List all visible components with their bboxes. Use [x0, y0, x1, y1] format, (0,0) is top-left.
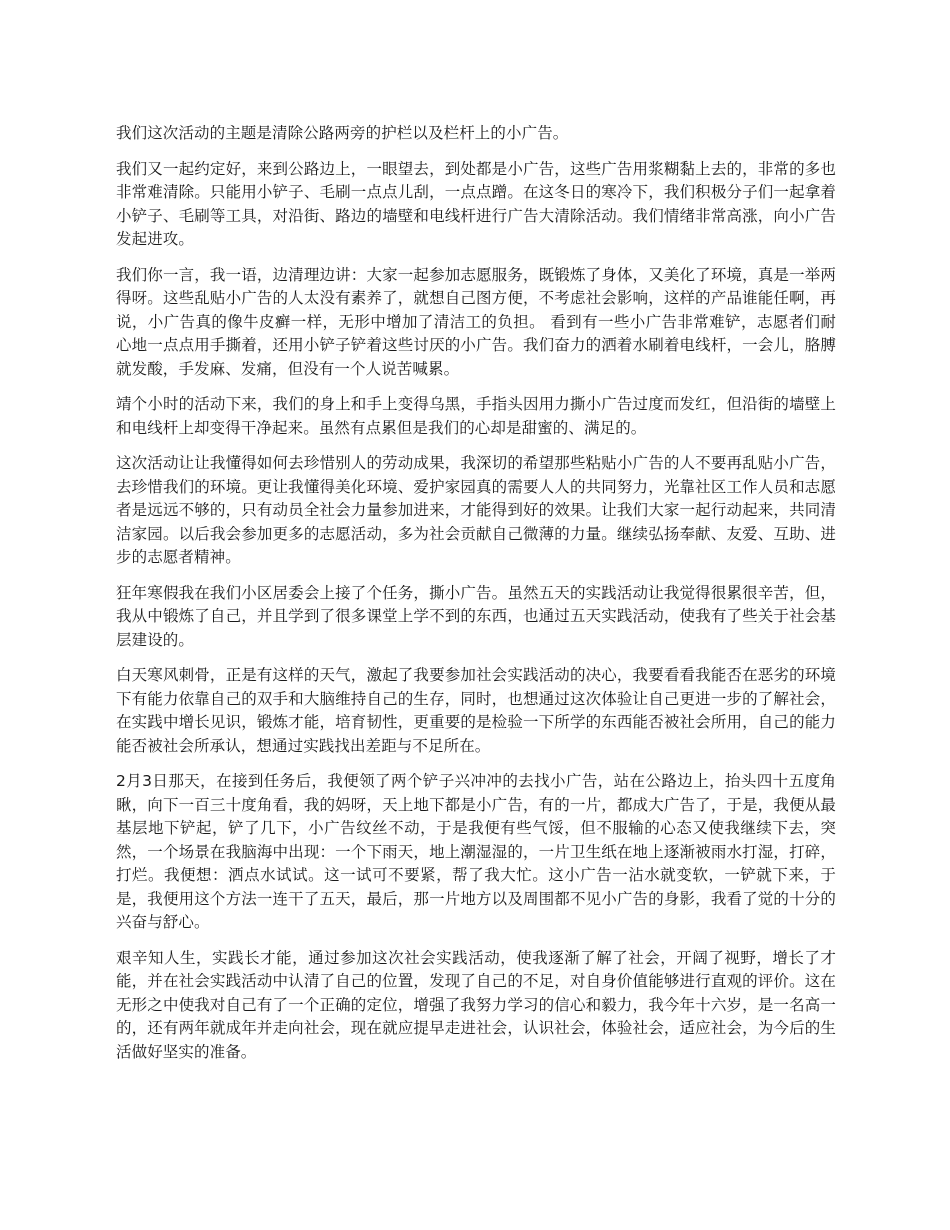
paragraph-9: 艰辛知人生，实践长才能，通过参加这次社会实践活动，使我逐渐了解了社会，开阔了视野，增长了才能，并在社会实践活动中认清了自己的位置，发现了自己的不足，对自身价值能够进行直观的评价。这在无形之中使我对自己有了一个正确的定位，增强了我努力学习的信心和毅力，我今年十六岁，是一名高一的，还有两年就成年并走向社会，现在就应提早走进社会，认识社会，体验社会，适应社会，为今后的生活做好坚实的准备。	[116, 948, 836, 1061]
paragraph-2: 我们又一起约定好，来到公路边上，一眼望去，到处都是小广告，这些广告用浆糊黏上去的，非常的多也非常难清除。只能用小铲子、毛刷一点点儿刮，一点点蹭。在这冬日的寒冷下，我们积极分子们一起拿着小铲子、毛刷等工具，对沿街、路边的墙壁和电线杆进行广告大清除活动。我们情绪非常高涨，向小广告发起进攻。	[116, 159, 836, 248]
paragraph-7: 白天寒风刺骨，正是有这样的天气，激起了我要参加社会实践活动的决心，我要看看我能否在恶劣的环境下有能力依靠自己的双手和大脑维持自己的生存，同时，也想通过这次体验让自己更进一步的了解社会，在实践中增长见识，锻炼才能，培育韧性，更重要的是检验一下所学的东西能否被社会所用，自己的能力能否被社会所承认，想通过实践找出差距与不足所在。	[116, 666, 836, 755]
paragraph-1: 我们这次活动的主题是清除公路两旁的护栏以及栏杆上的小广告。	[116, 124, 569, 142]
paragraph-3: 我们你一言，我一语，边清理边讲：大家一起参加志愿服务，既锻炼了身体，又美化了环境，真是一举两得呀。这些乱贴小广告的人太没有素养了，就想自己图方便，不考虑社会影响，这样的产品谁能任啊，再说，小广告真的像牛皮癣一样，无形中增加了清洁工的负担。 看到有一些小广告非常难铲，志愿者们耐心地一点点用手撕着，还用小铲子铲着这些讨厌的小广告。我们奋力的洒着水刷着电线杆，一会儿，胳膊就发酸，手发麻、发痛，但没有一个人说苦喊累。	[116, 265, 836, 378]
paragraph-8: 2月3日那天，在接到任务后，我便领了两个铲子兴冲冲的去找小广告，站在公路边上，抬头四十五度角瞅，向下一百三十度角看，我的妈呀，天上地下都是小广告，有的一片，都成大广告了，于是，我便从最基层地下铲起，铲了几下，小广告纹丝不动，于是我便有些气馁，但不服输的心态又使我继续下去，突然，一个场景在我脑海中出现：一个下雨天，地上潮湿湿的，一片卫生纸在地上逐渐被雨水打湿，打碎，打烂。我便想：洒点水试试。这一试可不要紧，帮了我大忙。这小广告一沾水就变软，一铲就下来，于是，我便用这个方法一连干了五天，最后，那一片地方以及周围都不见小广告的身影，我看了觉的十分的兴奋与舒心。	[116, 772, 836, 931]
document-body	[116, 122, 836, 1076]
paragraph-6: 狂年寒假我在我们小区居委会上接了个任务，撕小广告。虽然五天的实践活动让我觉得很累很辛苦，但，我从中锻炼了自己，并且学到了很多课堂上学不到的东西，也通过五天实践活动，使我有了些关于社会基层建设的。	[116, 583, 836, 649]
paragraph-5: 这次活动让让我懂得如何去珍惜别人的劳动成果，我深切的希望那些粘贴小广告的人不要再乱贴小广告，去珍惜我们的环境。更让我懂得美化环境、爱护家园真的需要人人的共同努力，光靠社区工作人员和志愿者是远远不够的，只有动员全社会力量参加进来，才能得到好的效果。让我们大家一起行动起来，共同清洁家园。以后我会参加更多的志愿活动，多为社会贡献自己微薄的力量。继续弘扬奉献、友爱、互助、进步的志愿者精神。	[116, 454, 836, 566]
paragraph-4: 靖个小时的活动下来，我们的身上和手上变得乌黑，手指头因用力撕小广告过度而发红，但沿街的墙壁上和电线杆上却变得干净起来。虽然有点累但是我们的心却是甜蜜的、满足的。	[116, 395, 836, 437]
